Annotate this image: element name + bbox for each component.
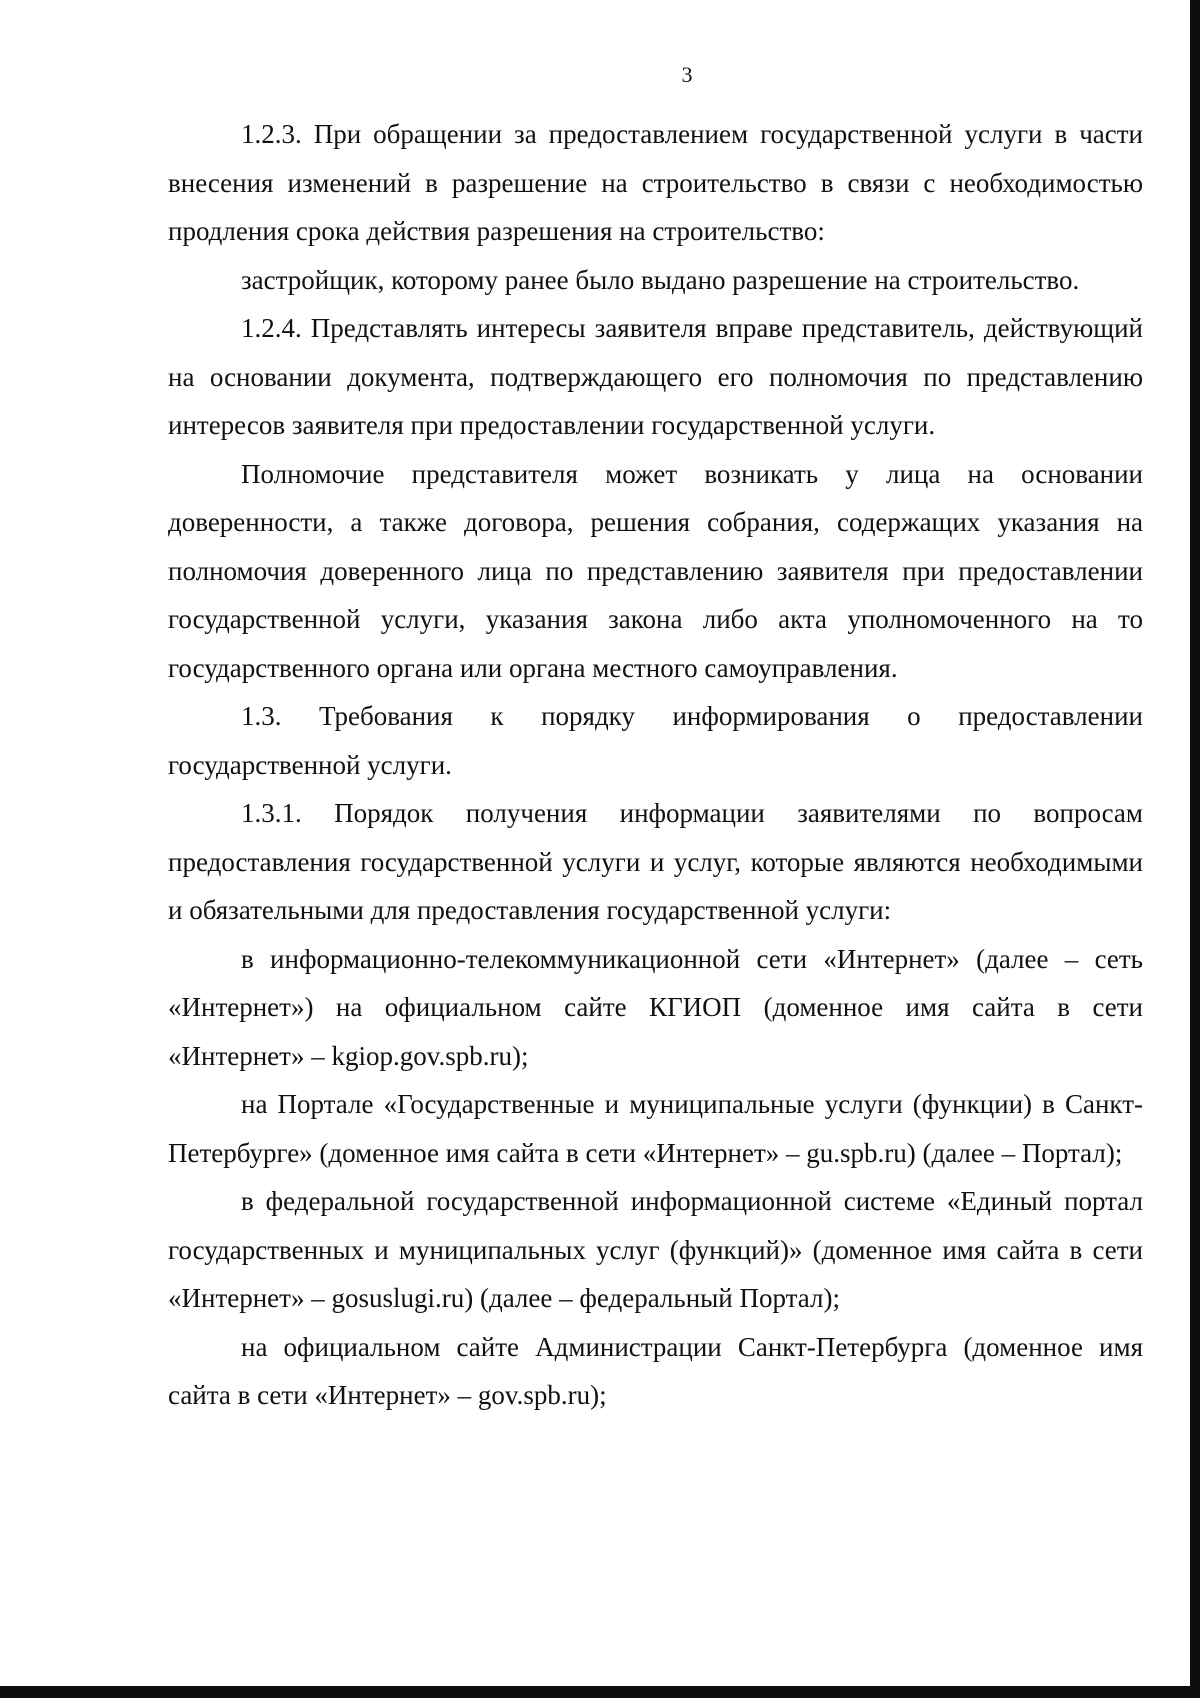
paragraph-developer: застройщик, которому ранее было выдано разрешение на строительство. [241, 264, 1080, 295]
paragraph-1-2-3: 1.2.3. При обращении за предоставлением государственной услуги в части внесения изменений в разрешение на строительство в связи с необходимостью продления срока действия разрешения на строительство: [168, 119, 1143, 246]
paragraph-administration-site: на официальном сайте Администрации Санкт-Петербурга (доменное имя сайта в сети «Интернет» – gov.spb.ru); [168, 1331, 1143, 1410]
scan-border-right [1190, 0, 1200, 1698]
paragraph-federal-portal: в федеральной государственной информационной системе «Единый портал государственных и муниципальных услуг (функций)» (доменное имя сайта в сети «Интернет» – gosuslugi.ru) (далее – федеральный Портал); [168, 1186, 1143, 1313]
document-body [168, 110, 1143, 1420]
paragraph-1-3-1: 1.3.1. Порядок получения информации заявителями по вопросам предоставления государственной услуги и услуг, которые являются необходимыми и обязательными для предоставления государственной услуги: [168, 798, 1143, 925]
paragraph-representative-authority: Полномочие представителя может возникать у лица на основании доверенности, а также договора, решения собрания, содержащих указания на полномочия доверенного лица по представлению заявителя при предоставлении государственной услуги, указания закона либо акта уполномоченного на то государственного органа или органа местного самоуправления. [168, 458, 1143, 683]
page-number: 3 [681, 62, 693, 87]
paragraph-1-3: 1.3. Требования к порядку информирования о предоставлении государственной услуги. [168, 701, 1143, 780]
paragraph-portal: на Портале «Государственные и муниципальные услуги (функции) в Санкт-Петербурге» (доменное имя сайта в сети «Интернет» – gu.spb.ru) (далее – Портал); [168, 1089, 1143, 1168]
paragraph-1-2-4: 1.2.4. Представлять интересы заявителя вправе представитель, действующий на основании документа, подтверждающего его полномочия по представлению интересов заявителя при предоставлении государственной услуги. [168, 313, 1143, 440]
paragraph-kgiop-site: в информационно-телекоммуникационной сети «Интернет» (далее – сеть «Интернет») на официальном сайте КГИОП (доменное имя сайта в сети «Интернет» – kgiop.gov.spb.ru); [168, 943, 1143, 1071]
scan-border-bottom [0, 1686, 1200, 1698]
